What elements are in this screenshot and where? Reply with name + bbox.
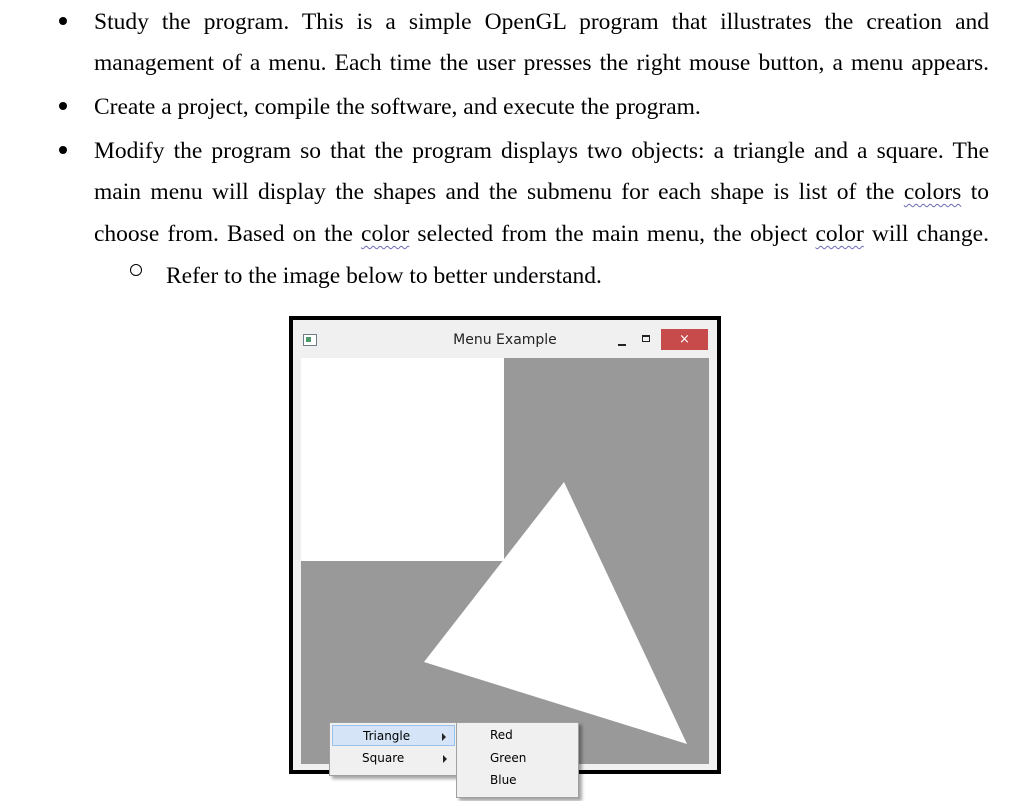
opengl-canvas[interactable] [301,358,709,787]
menu-example-window [289,316,721,787]
minimize-button[interactable] [611,336,633,350]
window-titlebar[interactable] [293,320,717,358]
submenu-item-red[interactable] [459,725,576,746]
bullet-2-line-1: Create a project, compile the software, and execute the program. [94,94,701,120]
bullet-marker [59,146,67,154]
submenu-item-green[interactable] [459,748,576,769]
submenu-item-label: Blue [490,773,517,787]
menu-item-triangle[interactable] [332,725,455,746]
bullet-marker [59,102,67,110]
color-submenu [456,722,579,798]
spellcheck-word: color [815,221,864,247]
bullet-3-line-2: main menu will display the shapes and the submenu for each shape is list of the colors to [94,179,989,205]
spellcheck-word: color [361,221,410,247]
menu-item-square[interactable] [332,748,455,769]
context-menu [329,722,458,776]
bullet-1-line-1: Study the program. This is a simple OpenGL program that illustrates the creation and [94,9,989,35]
sub-bullet-marker [130,264,142,276]
canvas-drawing [301,358,709,764]
menu-item-label: Triangle [363,729,411,743]
window-frame [293,320,717,787]
submenu-arrow-icon [443,755,447,763]
spellcheck-word: colors [903,179,962,205]
square-shape [301,358,504,561]
submenu-arrow-icon [442,733,446,741]
submenu-item-label: Green [490,751,527,765]
maximize-button[interactable] [636,332,658,348]
sub-bullet-text: Refer to the image below to better understand. [166,263,602,289]
menu-item-label: Square [362,751,405,765]
bullet-3-line-3: choose from. Based on the color selected from the main menu, the object color will change. [94,221,989,247]
bullet-1-line-2: management of a menu. Each time the user presses the right mouse button, a menu appears. [94,50,989,76]
submenu-item-blue[interactable] [459,770,576,791]
window-title: Menu Example [453,332,557,348]
submenu-item-label: Red [490,728,513,742]
close-button[interactable]: × [661,329,708,350]
bullet-3-line-1: Modify the program so that the program displays two objects: a triangle and a square. The [94,138,989,164]
bullet-marker [59,17,67,25]
